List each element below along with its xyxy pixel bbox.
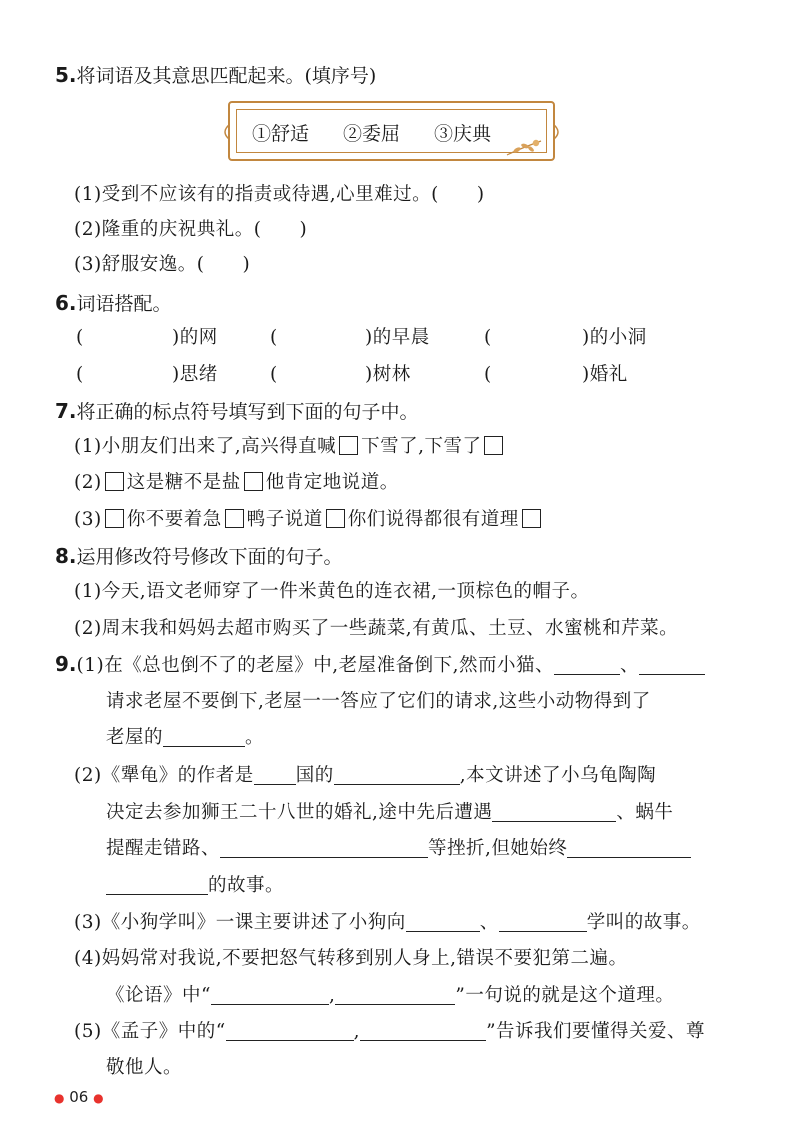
collocation-text: )婚礼	[582, 364, 628, 385]
question-9	[55, 651, 705, 679]
sentence-text: ”一句说的就是这个道理。	[455, 985, 675, 1006]
paren-close: )	[476, 184, 485, 205]
word-option: ③庆典	[434, 123, 492, 145]
word-option: ①舒适	[252, 123, 310, 145]
paren-close: )	[242, 254, 251, 275]
q9-part-4-line-1	[74, 946, 627, 972]
sentence-text: (1)小朋友们出来了,高兴得直喊	[74, 436, 337, 457]
sentence-text: 的故事。	[208, 875, 285, 896]
item-text: (2)隆重的庆祝典礼。(	[74, 219, 262, 240]
sentence-text: 老屋的	[106, 727, 164, 748]
q6-cell	[172, 362, 218, 388]
question-8-title	[55, 543, 343, 570]
fill-blank[interactable]	[567, 837, 691, 858]
question-6-title	[55, 290, 172, 317]
item-text: (3)舒服安逸。(	[74, 254, 205, 275]
dot-icon: ●	[54, 1091, 65, 1105]
sentence-text: 提醒走错路、	[106, 838, 221, 859]
q9-part-5-line-1	[74, 1019, 705, 1045]
sentence-text: (2)周末我和妈妈去超市购买了一些蔬菜,有黄瓜、土豆、水蜜桃和芹菜。	[74, 618, 679, 639]
collocation-text: )的网	[172, 327, 218, 348]
q9-part-2-line-2	[106, 800, 673, 826]
q9-part-2-line-1	[74, 763, 656, 789]
question-number: 5.	[55, 63, 77, 87]
question-number: 6.	[55, 291, 77, 315]
q7-sentence-2	[74, 470, 399, 496]
sentence-text: (2)《犟龟》的作者是	[74, 765, 254, 786]
q6-cell	[270, 325, 278, 351]
punctuation-box[interactable]	[522, 509, 541, 528]
sentence-text: ,本文讲述了小乌龟陶陶	[459, 765, 657, 786]
page-number	[54, 1088, 104, 1106]
q9-part-5-line-2	[106, 1055, 182, 1081]
question-text: 词语搭配。	[76, 293, 172, 315]
fill-blank[interactable]	[492, 801, 616, 822]
question-text: 将正确的标点符号填写到下面的句子中。	[76, 401, 419, 423]
dot-icon: ●	[93, 1091, 104, 1105]
punctuation-box[interactable]	[225, 509, 244, 528]
word-choices	[252, 119, 525, 146]
collocation-text: )的小洞	[582, 327, 647, 348]
sentence-text: 、蜗牛	[616, 802, 674, 823]
sentence-text: ,	[328, 985, 336, 1006]
fill-blank[interactable]	[360, 1020, 486, 1041]
sentence-text: 决定去参加狮王二十八世的婚礼,途中先后遭遇	[106, 802, 493, 823]
q6-cell	[484, 362, 492, 388]
fill-blank[interactable]	[499, 911, 587, 932]
sentence-text: (3)《小狗学叫》一课主要讲述了小狗向	[74, 912, 406, 933]
q5-item	[74, 252, 250, 278]
question-text: 运用修改符号修改下面的句子。	[76, 546, 343, 568]
question-number: 7.	[55, 399, 77, 423]
fill-blank[interactable]	[163, 726, 245, 747]
question-text: 将词语及其意思匹配起来。(填序号)	[76, 65, 377, 87]
frame-ornament-icon	[554, 123, 562, 141]
sentence-text: (4)妈妈常对我说,不要把怒气转移到别人身上,错误不要犯第二遍。	[74, 948, 628, 969]
q6-cell	[365, 362, 411, 388]
paren-open: (	[270, 327, 278, 348]
sentence-text: 鸭子说道	[246, 509, 323, 530]
sentence-text: 你们说得都很有道理	[347, 509, 519, 530]
punctuation-box[interactable]	[484, 436, 503, 455]
question-number: 8.	[55, 544, 77, 568]
q6-cell	[270, 362, 278, 388]
q9-part-1-line-2	[106, 689, 651, 715]
fill-blank[interactable]	[254, 764, 296, 785]
q6-cell	[484, 325, 492, 351]
q8-item	[74, 616, 678, 642]
sentence-text: 你不要着急	[126, 509, 222, 530]
q7-sentence-3	[74, 507, 544, 533]
q6-cell	[582, 362, 628, 388]
collocation-text: )的早晨	[365, 327, 430, 348]
sentence-text: 《论语》中“	[106, 985, 211, 1006]
sentence-text: ”告诉我们要懂得关爱、尊	[486, 1021, 706, 1042]
q6-cell	[365, 325, 430, 351]
q8-item	[74, 579, 589, 605]
paren-open: (	[484, 327, 492, 348]
fill-blank[interactable]	[335, 984, 455, 1005]
sentence-text: (1)今天,语文老师穿了一件米黄色的连衣裙,一顶棕色的帽子。	[74, 581, 590, 602]
q5-item	[74, 182, 485, 208]
paren-open: (	[76, 327, 84, 348]
paren-open: (	[270, 364, 278, 385]
frame-ornament-icon	[221, 123, 229, 141]
collocation-text: )树林	[365, 364, 411, 385]
sentence-text: 。	[245, 727, 265, 748]
question-7-title	[55, 398, 419, 425]
fill-blank[interactable]	[406, 911, 480, 932]
fill-blank[interactable]	[211, 984, 329, 1005]
q9-part-2-line-4	[106, 873, 284, 899]
q7-sentence-1	[74, 434, 506, 460]
sentence-text: ,	[353, 1021, 361, 1042]
q9-part-1-line-3	[106, 725, 264, 751]
q9-part-1-line-1	[77, 655, 705, 676]
page-number-text: 06	[69, 1088, 89, 1106]
sentence-text: 请求老屋不要倒下,老屋一一答应了它们的请求,这些小动物得到了	[106, 691, 651, 712]
word-option: ②委屈	[343, 123, 401, 145]
paren-close: )	[299, 219, 308, 240]
sentence-text: 、	[479, 912, 499, 933]
sentence-text: (5)《孟子》中的“	[74, 1021, 226, 1042]
item-text: (1)受到不应该有的指责或待遇,心里难过。(	[74, 184, 439, 205]
paren-open: (	[76, 364, 84, 385]
sentence-text: 等挫折,但她始终	[428, 838, 568, 859]
q6-cell	[76, 362, 84, 388]
fill-blank[interactable]	[106, 874, 208, 895]
sentence-text: 这是糖不是盐	[126, 472, 241, 493]
sentence-text: (2)	[74, 472, 102, 493]
question-number: 9.	[55, 652, 77, 676]
sentence-text: 下雪了,下雪了	[361, 436, 482, 457]
q9-part-2-line-3	[106, 836, 691, 862]
punctuation-box[interactable]	[105, 509, 124, 528]
word-choice-box	[228, 101, 555, 161]
sentence-text: 他肯定地说道。	[265, 472, 399, 493]
q6-cell	[172, 325, 218, 351]
sentence-text: 、	[619, 655, 639, 676]
collocation-text: )思绪	[172, 364, 218, 385]
fill-blank[interactable]	[226, 1020, 354, 1041]
q9-part-3	[74, 910, 701, 936]
q6-cell	[582, 325, 647, 351]
sentence-text: 国的	[295, 765, 334, 786]
punctuation-box[interactable]	[326, 509, 345, 528]
fill-blank[interactable]	[639, 654, 705, 675]
q5-item	[74, 217, 307, 243]
q9-part-4-line-2	[106, 983, 674, 1009]
sentence-text: 敬他人。	[106, 1057, 183, 1078]
fill-blank[interactable]	[554, 654, 620, 675]
sentence-text: (3)	[74, 509, 102, 530]
sentence-text: (1)在《总也倒不了的老屋》中,老屋准备倒下,然而小猫、	[76, 655, 554, 676]
fill-blank[interactable]	[220, 837, 428, 858]
punctuation-box[interactable]	[244, 472, 263, 491]
punctuation-box[interactable]	[105, 472, 124, 491]
question-5-title	[55, 62, 376, 89]
paren-open: (	[484, 364, 492, 385]
fill-blank[interactable]	[334, 764, 460, 785]
sentence-text: 学叫的故事。	[586, 912, 701, 933]
q6-cell	[76, 325, 84, 351]
flower-decoration-icon	[505, 135, 545, 157]
punctuation-box[interactable]	[339, 436, 358, 455]
